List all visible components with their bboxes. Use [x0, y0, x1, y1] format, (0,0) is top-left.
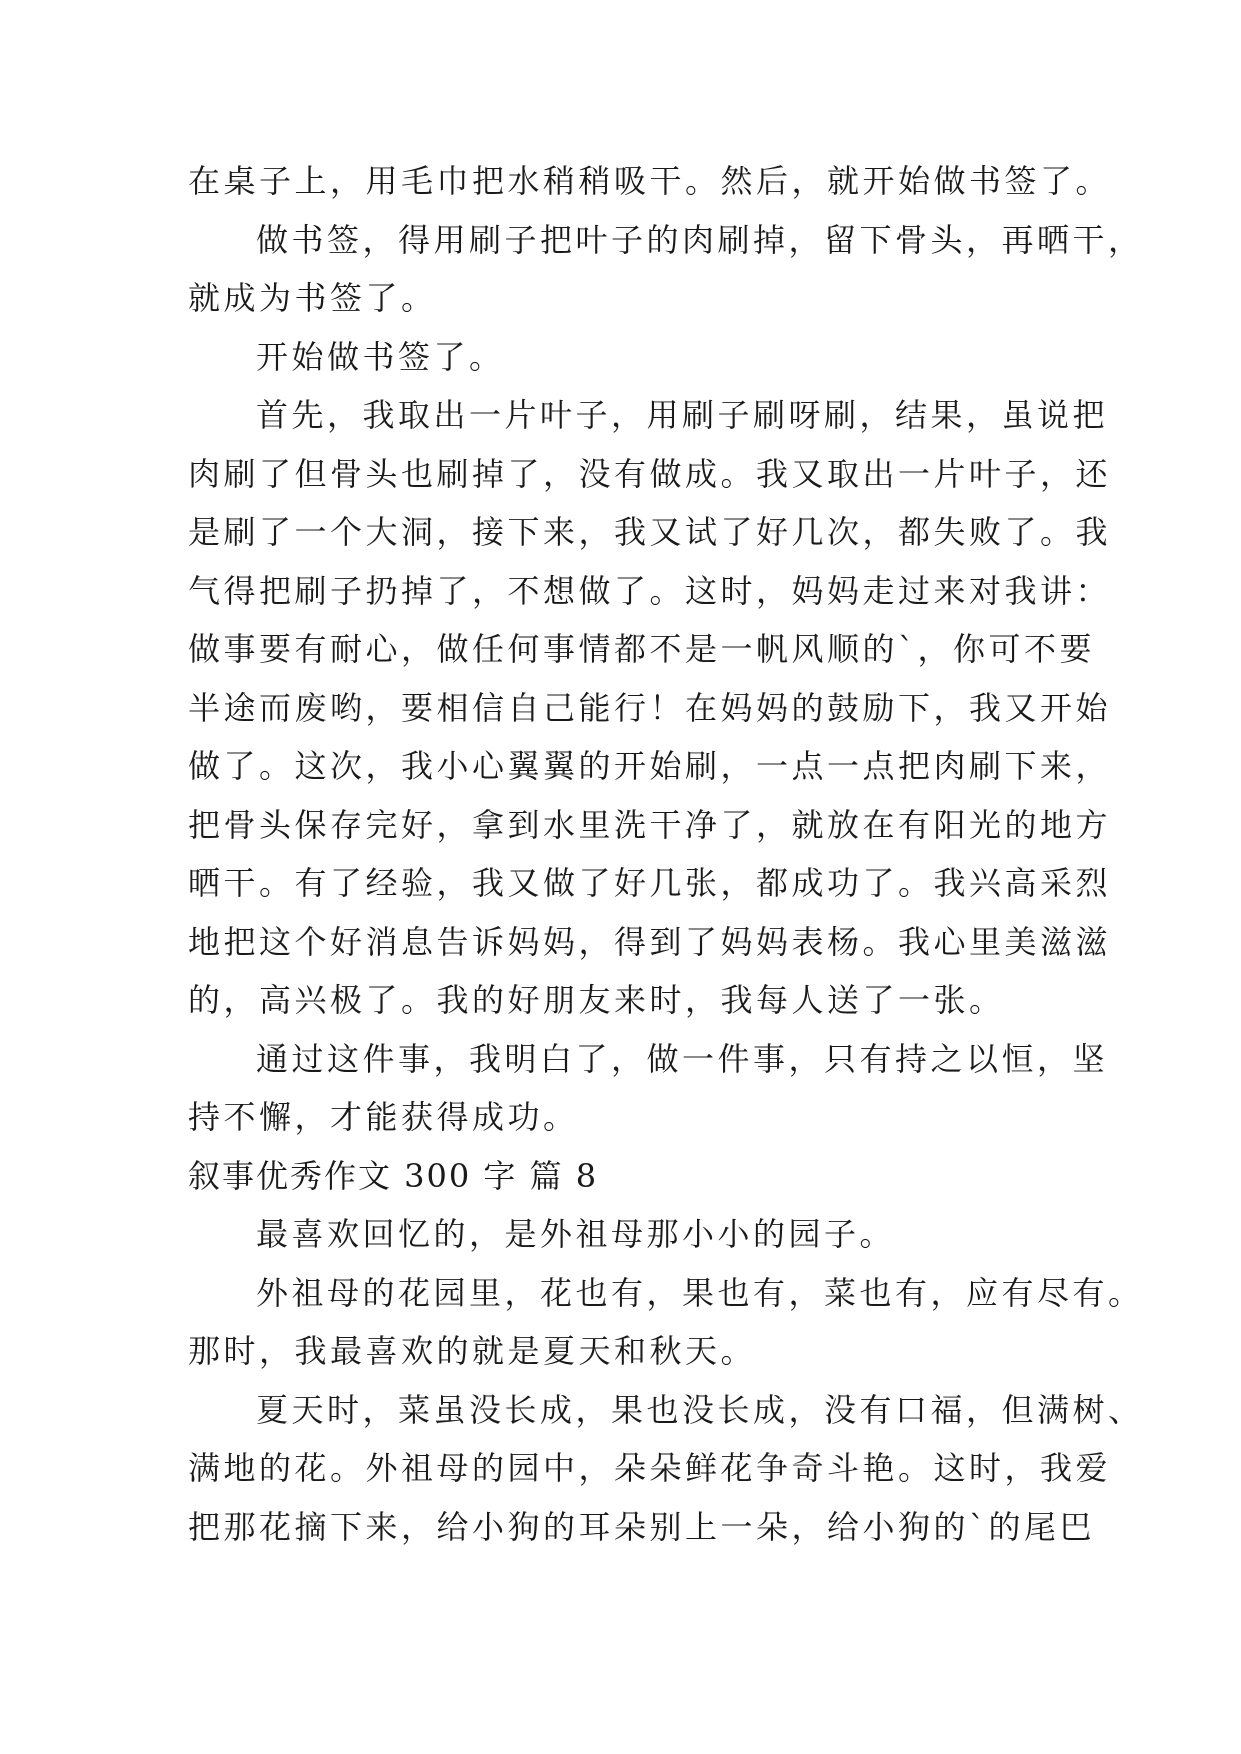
paragraph-start-line: 夏天时，菜虽没长成，果也没长成，没有口福，但满树、	[256, 1390, 1144, 1429]
text-line: 持不懈，才能获得成功。	[188, 1098, 579, 1136]
paragraph-start-line: 开始做书签了。	[256, 337, 505, 376]
text-line: 那时，我最喜欢的就是夏天和秋天。	[188, 1332, 757, 1370]
text-line: 做事要有耐心，做任何事情都不是一帆风顺的`，你可不要	[188, 630, 1096, 668]
paragraph-start-line: 首先，我取出一片叶子，用刷子刷呀刷，结果，虽说把	[256, 396, 1109, 434]
section-heading: 叙事优秀作文 300 字 篇 8	[188, 1156, 599, 1195]
paragraph-start-line: 最喜欢回忆的，是外祖母那小小的园子。	[256, 1215, 896, 1253]
text-line: 把骨头保存完好，拿到水里洗干净了，就放在有阳光的地方	[188, 805, 1112, 844]
article-body	[188, 152, 1144, 1556]
text-line: 是刷了一个大洞，接下来，我又试了好几次，都失败了。我	[188, 513, 1112, 551]
text-line: 气得把刷子扔掉了，不想做了。这时，妈妈走过来对我讲：	[188, 571, 1112, 610]
text-line: 半途而废哟，要相信自己能行！在妈妈的鼓励下，我又开始	[188, 688, 1112, 727]
text-line: 把那花摘下来，给小狗的耳朵别上一朵，给小狗的`的尾巴	[188, 1507, 1096, 1546]
text-line: 的，高兴极了。我的好朋友来时，我每人送了一张。	[188, 981, 1005, 1019]
text-line: 满地的花。外祖母的园中，朵朵鲜花争奇斗艳。这时，我爱	[188, 1449, 1112, 1487]
text-line: 就成为书签了。	[188, 279, 437, 317]
text-line: 肉刷了但骨头也刷掉了，没有做成。我又取出一片叶子，还	[188, 454, 1112, 493]
text-line: 地把这个好消息告诉妈妈，得到了妈妈表杨。我心里美滋滋	[188, 922, 1112, 961]
text-line: 做了。这次，我小心翼翼的开始刷，一点一点把肉刷下来，	[188, 747, 1112, 785]
paragraph-start-line: 做书签，得用刷子把叶子的肉刷掉，留下骨头，再晒干，	[256, 220, 1144, 259]
paragraph-start-line: 外祖母的花园里，花也有，果也有，菜也有，应有尽有。	[256, 1273, 1144, 1312]
text-line: 在桌子上，用毛巾把水稍稍吸干。然后，就开始做书签了。	[188, 162, 1112, 200]
paragraph-start-line: 通过这件事，我明白了，做一件事，只有持之以恒，坚	[256, 1039, 1109, 1078]
text-line: 晒干。有了经验，我又做了好几张，都成功了。我兴高采烈	[188, 864, 1112, 902]
